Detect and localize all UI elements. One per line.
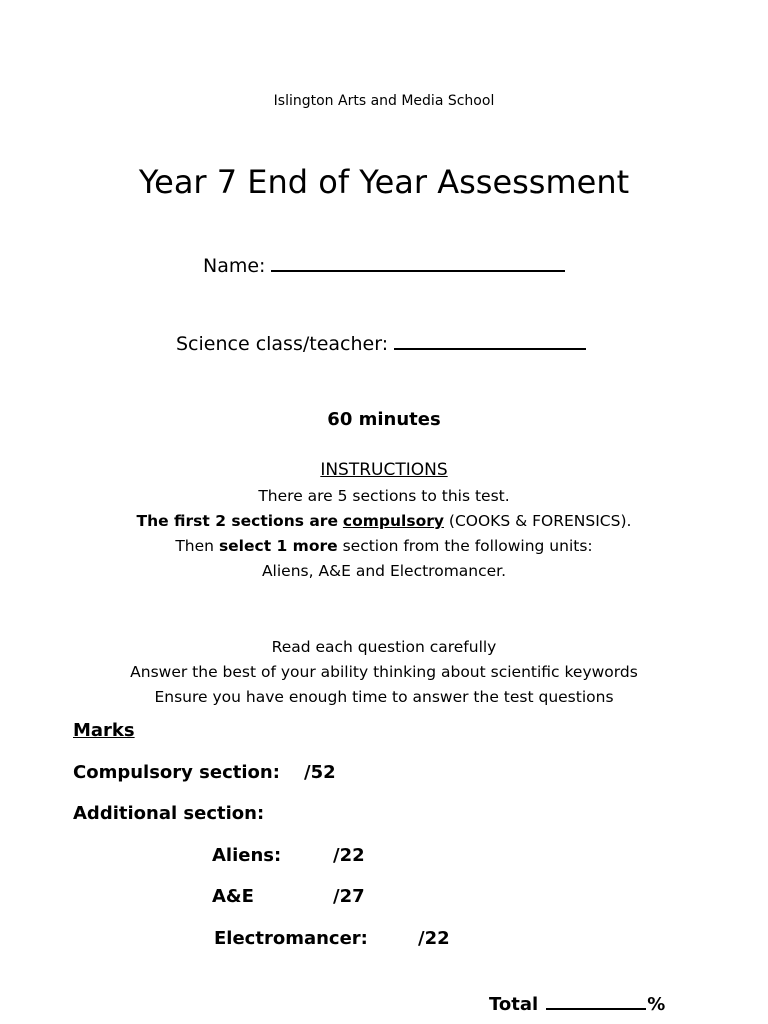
instruction-line-7: Ensure you have enough time to answer the test questions — [154, 688, 614, 706]
total-percent: % — [647, 994, 666, 1015]
electromancer-value: /22 — [418, 928, 450, 949]
total-label: Total — [489, 994, 539, 1015]
instructions-heading: INSTRUCTIONS — [320, 460, 448, 480]
total-row — [489, 994, 665, 1015]
class-field-row — [176, 333, 586, 355]
ae-label: A&E — [212, 886, 254, 907]
instruction-line-1: There are 5 sections to this test. — [258, 487, 510, 505]
total-blank-line[interactable] — [546, 1007, 646, 1010]
instruction-line-6: Answer the best of your ability thinking about scientific keywords — [130, 663, 638, 681]
instruction-line-2 — [0, 512, 768, 530]
school-name: Islington Arts and Media School — [273, 93, 495, 109]
name-field-row — [203, 255, 565, 277]
electromancer-label: Electromancer: — [214, 928, 368, 949]
additional-section-label: Additional section: — [73, 803, 265, 824]
aliens-label: Aliens: — [212, 845, 282, 866]
instruction-line-2-bold: The first 2 sections are — [136, 512, 338, 530]
instruction-line-4: Aliens, A&E and Electromancer. — [261, 562, 507, 580]
class-teacher-blank-line[interactable] — [394, 347, 586, 350]
name-blank-line[interactable] — [271, 269, 565, 272]
page-title: Year 7 End of Year Assessment — [138, 163, 630, 201]
aliens-value: /22 — [333, 845, 365, 866]
instruction-line-3-pre: Then — [175, 537, 214, 555]
name-label: Name: — [203, 255, 266, 277]
compulsory-word: compulsory — [342, 512, 444, 530]
ae-value: /27 — [333, 886, 365, 907]
compulsory-section-label: Compulsory section: — [73, 762, 280, 783]
class-teacher-label: Science class/teacher: — [176, 333, 389, 355]
instruction-line-5: Read each question carefully — [271, 638, 497, 656]
marks-heading: Marks — [73, 720, 135, 741]
instruction-line-3-bold: select 1 more — [218, 537, 338, 555]
compulsory-section-value: /52 — [304, 762, 336, 783]
duration: 60 minutes — [327, 409, 441, 430]
instruction-line-3 — [0, 537, 768, 555]
instruction-line-2-rest: (COOKS & FORENSICS). — [448, 512, 632, 530]
instruction-line-3-rest: section from the following units: — [342, 537, 593, 555]
